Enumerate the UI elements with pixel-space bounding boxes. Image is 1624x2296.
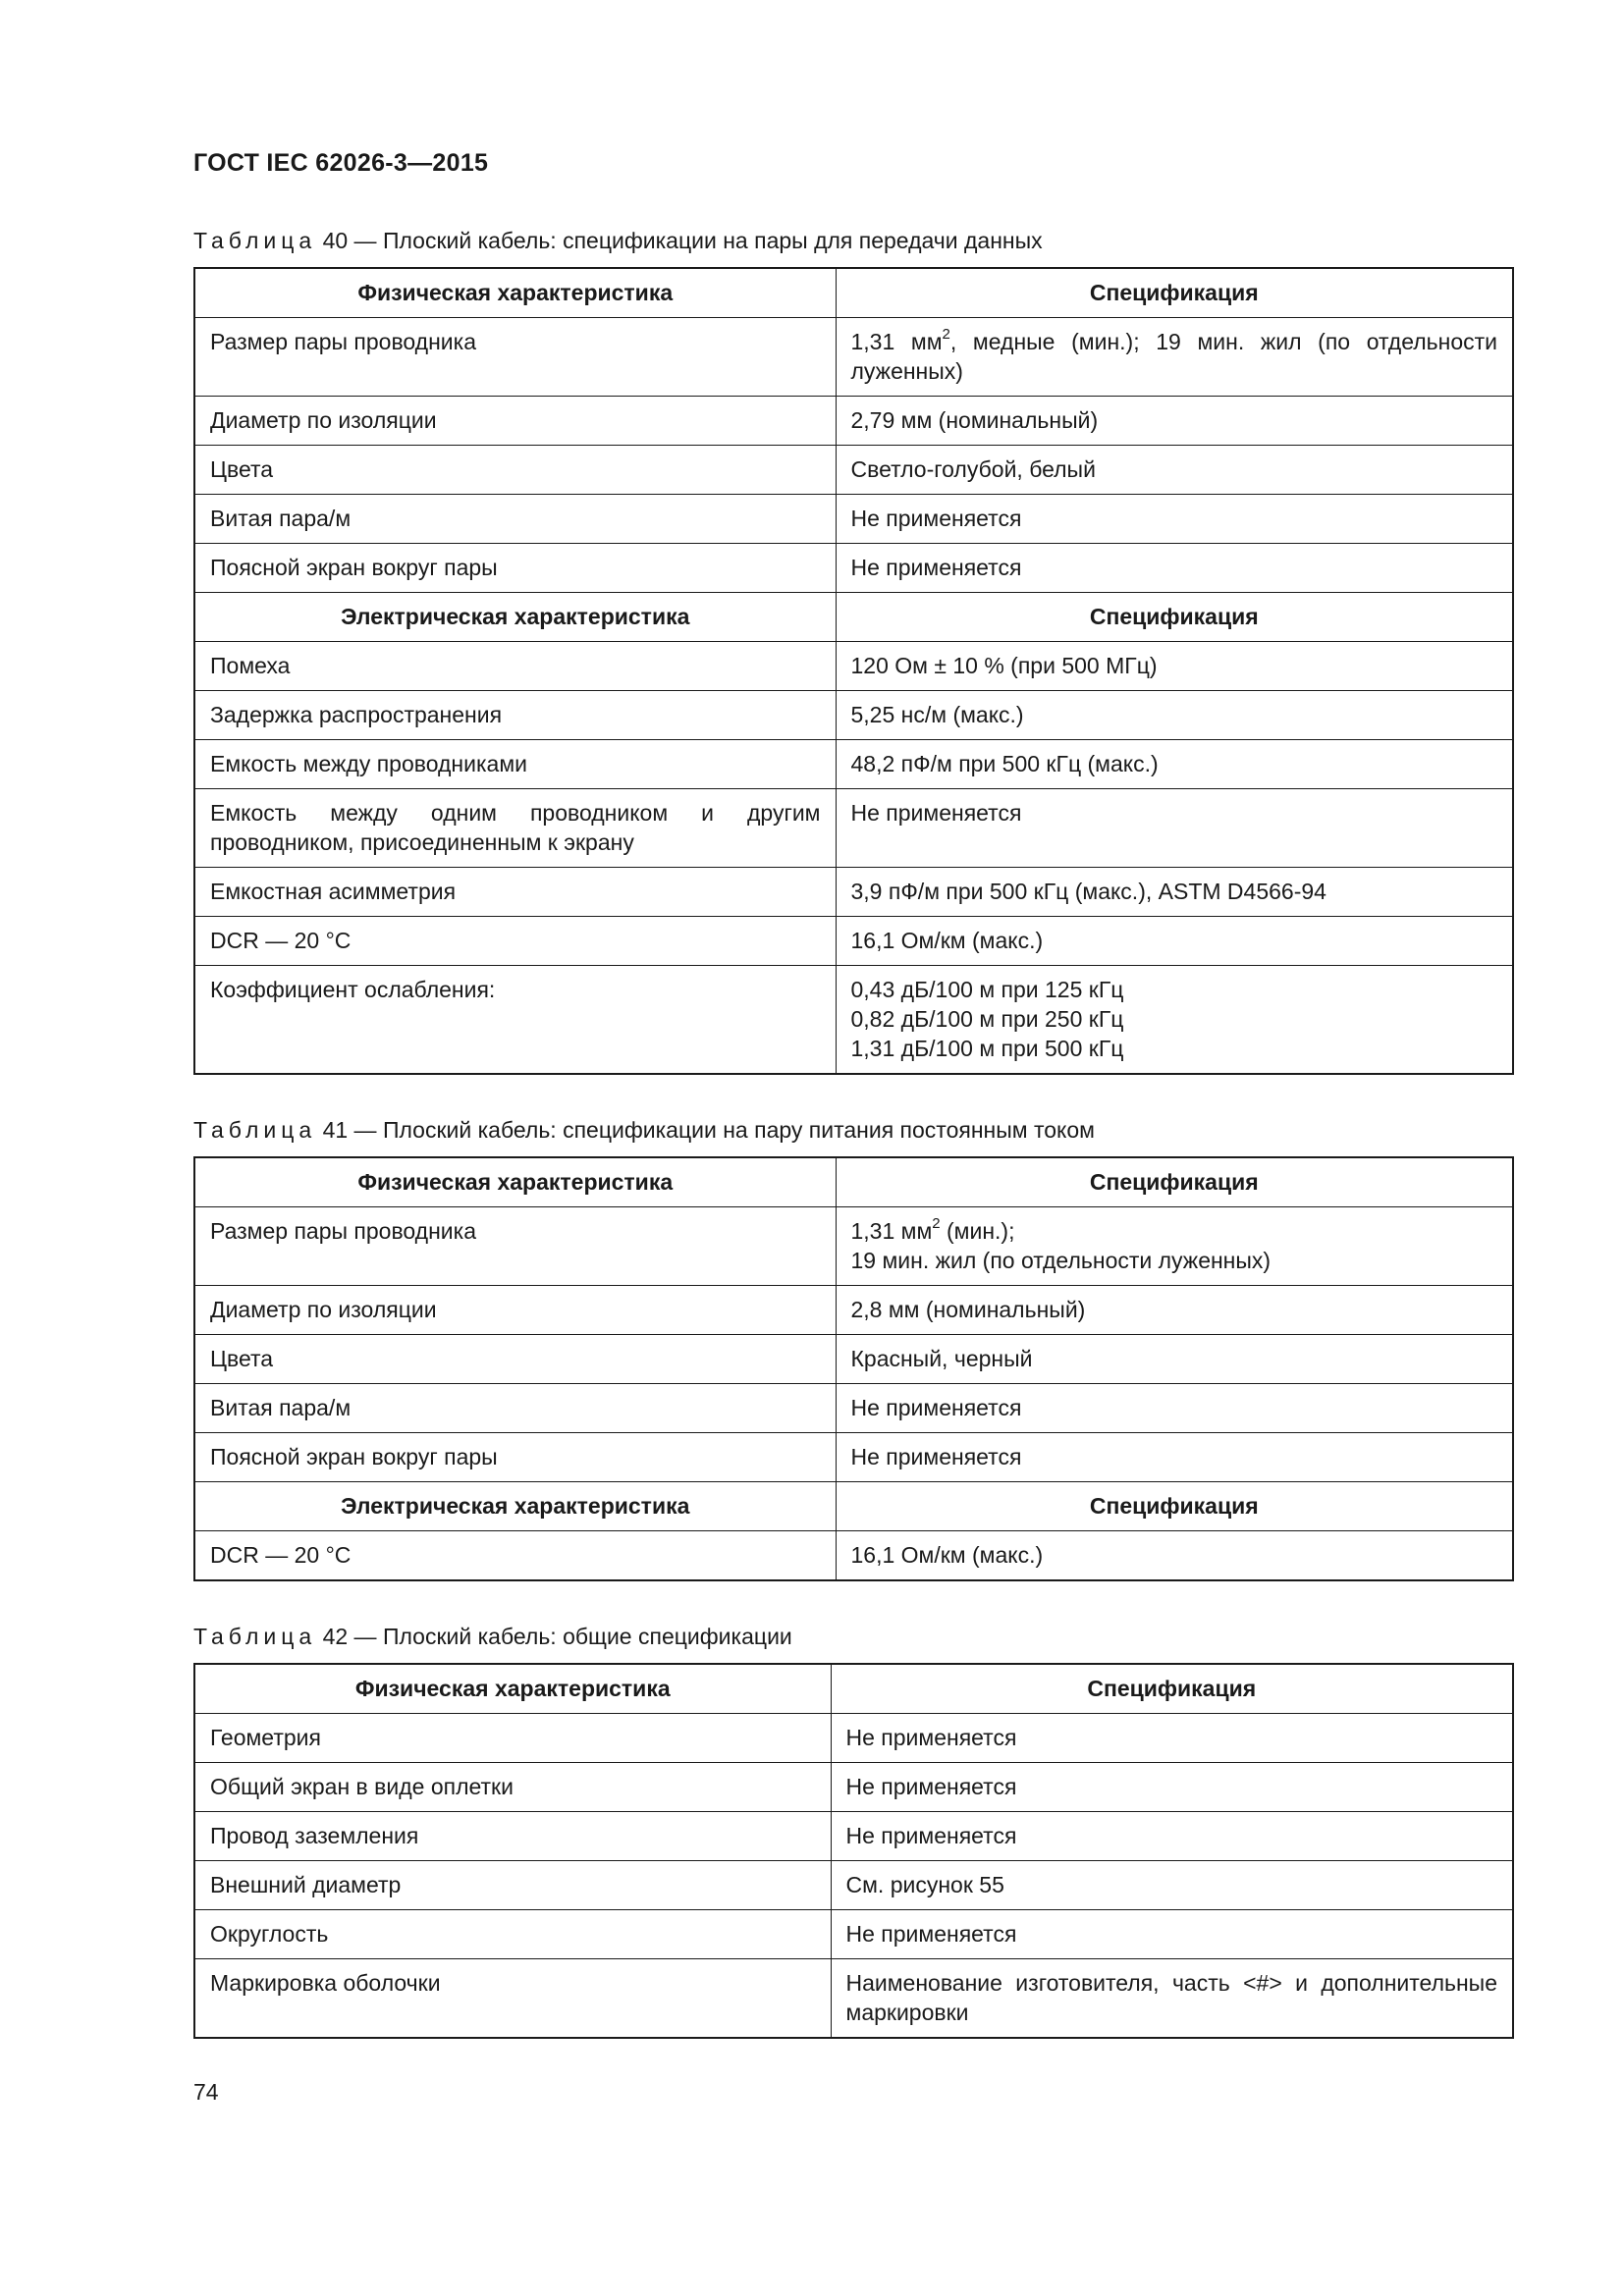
table-cell: Не применяется — [836, 1433, 1513, 1482]
table-row — [194, 397, 1513, 446]
caption-label: Таблица — [193, 1624, 317, 1649]
header-cell: Электрическая характеристика — [194, 593, 836, 642]
table-cell: 2,8 мм (номинальный) — [836, 1286, 1513, 1335]
header-cell: Физическая характеристика — [194, 1664, 831, 1714]
table-row — [194, 1959, 1513, 2039]
table-row — [194, 1714, 1513, 1763]
table-cell: Не применяется — [831, 1763, 1513, 1812]
cell-superscript: 2 — [932, 1215, 941, 1233]
table-cell: Провод заземления — [194, 1812, 831, 1861]
table-cell: Размер пары проводника — [194, 1207, 836, 1286]
cell-line: 0,43 дБ/100 м при 125 кГц — [850, 977, 1124, 1002]
header-cell: Электрическая характеристика — [194, 1482, 836, 1531]
table-41 — [193, 1156, 1514, 1581]
table-cell: Внешний диаметр — [194, 1861, 831, 1910]
table-cell: Красный, черный — [836, 1335, 1513, 1384]
table-row — [194, 740, 1513, 789]
table-cell: Не применяется — [831, 1812, 1513, 1861]
cell-text: 1,31 мм — [850, 1218, 933, 1244]
table-header-row — [194, 1664, 1513, 1714]
table-cell: DCR — 20 °C — [194, 1531, 836, 1581]
table-row — [194, 1384, 1513, 1433]
page-number: 74 — [193, 2079, 219, 2105]
table-cell: Округлость — [194, 1910, 831, 1959]
table-cell: Диаметр по изоляции — [194, 1286, 836, 1335]
table-cell: 16,1 Ом/км (макс.) — [836, 1531, 1513, 1581]
table-cell — [836, 318, 1513, 397]
table-40 — [193, 267, 1514, 1075]
table-row — [194, 1910, 1513, 1959]
table-cell: Витая пара/м — [194, 495, 836, 544]
table-cell: 3,9 пФ/м при 500 кГц (макс.), ASTM D4566-94 — [836, 868, 1513, 917]
table-row — [194, 1207, 1513, 1286]
table-cell: Поясной экран вокруг пары — [194, 544, 836, 593]
header-cell: Спецификация — [836, 268, 1513, 318]
table-cell: Не применяется — [831, 1714, 1513, 1763]
table-row — [194, 1812, 1513, 1861]
table-cell: Не применяется — [836, 789, 1513, 868]
table-row — [194, 691, 1513, 740]
table-cell: 2,79 мм (номинальный) — [836, 397, 1513, 446]
table-cell: Не применяется — [836, 495, 1513, 544]
table-cell: Поясной экран вокруг пары — [194, 1433, 836, 1482]
table-cell: Не применяется — [836, 1384, 1513, 1433]
table-cell: Не применяется — [831, 1910, 1513, 1959]
table-row — [194, 917, 1513, 966]
table-row — [194, 642, 1513, 691]
table-row — [194, 966, 1513, 1075]
table-cell: Размер пары проводника — [194, 318, 836, 397]
table-header-row — [194, 1157, 1513, 1207]
document-header: ГОСТ IEC 62026-3—2015 — [193, 149, 489, 177]
table-cell: Емкость между проводниками — [194, 740, 836, 789]
table-row — [194, 868, 1513, 917]
cell-text: , медные (мин.); 19 мин. жил (по отдельности луженных) — [850, 329, 1497, 384]
table-42 — [193, 1663, 1514, 2039]
cell-line: 19 мин. жил (по отдельности луженных) — [850, 1248, 1272, 1273]
table-row — [194, 446, 1513, 495]
table-cell: Емкость между одним проводником и другим проводником, присоединенным к экрану — [194, 789, 836, 868]
table-row — [194, 1763, 1513, 1812]
table-cell: Витая пара/м — [194, 1384, 836, 1433]
table-cell: DCR — 20 °C — [194, 917, 836, 966]
table-header-row — [194, 268, 1513, 318]
table-42-caption — [193, 1624, 792, 1650]
table-cell: Светло-голубой, белый — [836, 446, 1513, 495]
cell-line: 1,31 дБ/100 м при 500 кГц — [850, 1036, 1124, 1061]
table-cell: Емкостная асимметрия — [194, 868, 836, 917]
cell-text: (мин.); — [940, 1218, 1015, 1244]
table-cell: 16,1 Ом/км (макс.) — [836, 917, 1513, 966]
table-cell: Цвета — [194, 446, 836, 495]
table-41-caption — [193, 1117, 1095, 1144]
header-cell: Физическая характеристика — [194, 1157, 836, 1207]
table-row — [194, 1286, 1513, 1335]
table-row — [194, 1335, 1513, 1384]
cell-line: 0,82 дБ/100 м при 250 кГц — [850, 1006, 1124, 1032]
table-row — [194, 495, 1513, 544]
table-cell: Цвета — [194, 1335, 836, 1384]
table-row — [194, 318, 1513, 397]
caption-label: Таблица — [193, 1117, 317, 1143]
table-cell: См. рисунок 55 — [831, 1861, 1513, 1910]
table-cell — [836, 966, 1513, 1075]
header-cell: Спецификация — [836, 593, 1513, 642]
table-cell: 5,25 нс/м (макс.) — [836, 691, 1513, 740]
table-cell: 120 Ом ± 10 % (при 500 МГц) — [836, 642, 1513, 691]
table-cell: Геометрия — [194, 1714, 831, 1763]
table-cell: Коэффициент ослабления: — [194, 966, 836, 1075]
caption-text: 40 — Плоский кабель: спецификации на пары для передачи данных — [316, 228, 1043, 253]
table-row — [194, 1531, 1513, 1581]
table-cell: Общий экран в виде оплетки — [194, 1763, 831, 1812]
table-cell: Задержка распространения — [194, 691, 836, 740]
header-cell: Физическая характеристика — [194, 268, 836, 318]
cell-text: 1,31 мм — [850, 329, 943, 354]
table-cell — [836, 1207, 1513, 1286]
table-row — [194, 544, 1513, 593]
table-row — [194, 1433, 1513, 1482]
table-header-row — [194, 1482, 1513, 1531]
header-cell: Спецификация — [831, 1664, 1513, 1714]
table-cell: Не применяется — [836, 544, 1513, 593]
header-cell: Спецификация — [836, 1157, 1513, 1207]
cell-superscript: 2 — [942, 326, 950, 344]
table-row — [194, 789, 1513, 868]
table-cell: Диаметр по изоляции — [194, 397, 836, 446]
table-cell: Маркировка оболочки — [194, 1959, 831, 2039]
table-cell: Помеха — [194, 642, 836, 691]
caption-label: Таблица — [193, 228, 317, 253]
caption-text: 42 — Плоский кабель: общие спецификации — [316, 1624, 792, 1649]
table-cell: 48,2 пФ/м при 500 кГц (макс.) — [836, 740, 1513, 789]
header-cell: Спецификация — [836, 1482, 1513, 1531]
table-cell: Наименование изготовителя, часть <#> и дополнительные маркировки — [831, 1959, 1513, 2039]
table-row — [194, 1861, 1513, 1910]
table-header-row — [194, 593, 1513, 642]
table-40-caption — [193, 228, 1043, 254]
caption-text: 41 — Плоский кабель: спецификации на пару питания постоянным током — [316, 1117, 1095, 1143]
